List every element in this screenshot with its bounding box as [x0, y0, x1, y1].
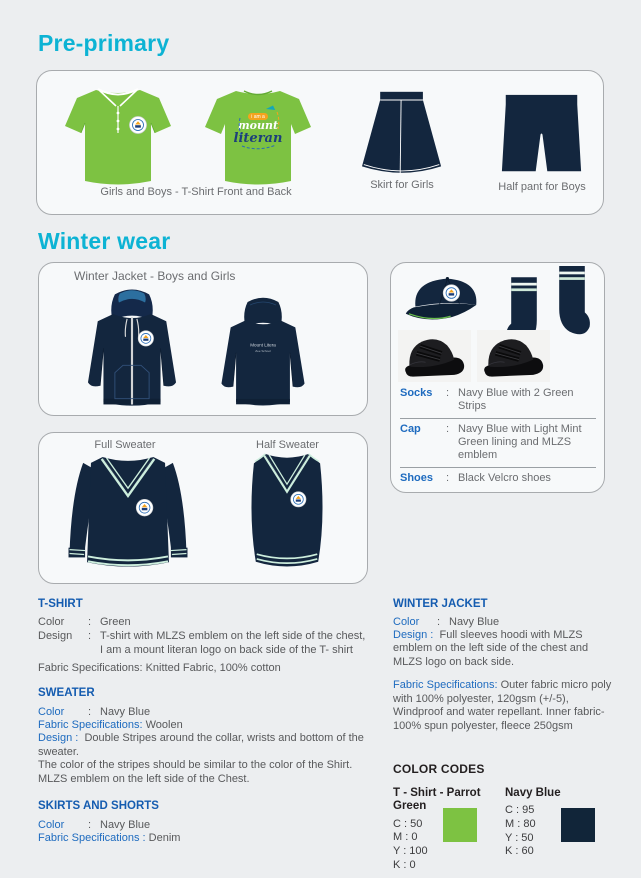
winter-jacket-label: Winter Jacket - Boys and Girls: [74, 269, 236, 283]
mlzs-badge-icon: [138, 331, 153, 346]
design-label: Design :: [38, 732, 79, 744]
svg-text:Mount Litera: Mount Litera: [250, 342, 276, 348]
accessories-table: [400, 383, 596, 490]
mlzs-badge-icon: [443, 285, 460, 302]
half-sweater-label: Half Sweater: [256, 439, 319, 451]
tshirt-spec-heading: T-SHIRT: [38, 598, 83, 610]
skirt-caption: Skirt for Girls: [370, 179, 434, 191]
design-value: Double Stripes around the collar, wrists and bottom of the sweater.: [38, 732, 364, 758]
fabric-label: Fabric Specifications :: [38, 831, 146, 844]
tshirt-caption: Girls and Boys - T-Shirt Front and Back: [100, 186, 292, 198]
cap-row-colon: :: [446, 423, 450, 435]
design-line-1: T-shirt with MLZS emblem on the left side of the chest,: [100, 629, 366, 642]
svg-text:Zee School: Zee School: [255, 349, 271, 353]
jacket-color-row: [393, 615, 617, 629]
hoodie-front-illustration: [79, 284, 185, 414]
cap-row-value: Navy Blue with Light Mint Green lining and MLZS emblem: [458, 423, 582, 461]
skirt-illustration: [352, 89, 452, 181]
cmyk-y: Y : 100: [393, 845, 428, 858]
sweater-design-line: [38, 732, 372, 759]
color-value: Navy Blue: [100, 818, 151, 831]
colon: :: [437, 615, 441, 628]
color-value: Navy Blue: [100, 705, 151, 718]
swatch-name: T - Shirt - Parrot Green: [393, 786, 481, 812]
color-label: Color: [38, 818, 65, 831]
design-label: Design: [38, 629, 73, 642]
design-line-2: I am a mount literan logo on back side of the T- shirt: [100, 643, 353, 656]
tshirt-back-illustration: [198, 85, 318, 189]
right-spec-column: [393, 598, 617, 877]
navy-blue-swatch-group: [505, 787, 617, 877]
cmyk-m: M : 80: [505, 817, 536, 830]
swatch-name: Navy Blue: [505, 786, 561, 799]
mlzs-badge-icon: [291, 492, 306, 507]
fabric-label: Fabric Specifications:: [38, 718, 143, 731]
fabric-label: Fabric Specifications:: [393, 679, 498, 691]
socks-row-colon: :: [446, 387, 450, 399]
skirts-fabric-line: [38, 832, 372, 846]
svg-text:mount: mount: [237, 119, 279, 132]
cap-illustration: [401, 271, 489, 331]
full-sweater-label: Full Sweater: [94, 439, 156, 451]
color-label: Color: [38, 705, 65, 718]
skirts-spec-heading: SKIRTS AND SHORTS: [38, 800, 159, 812]
cmyk-k: K : 0: [393, 858, 416, 871]
hoodie-back-illustration: [213, 290, 313, 414]
cmyk-m: M : 0: [393, 831, 418, 844]
shoes-row-value: Black Velcro shoes: [458, 472, 551, 484]
mlzs-badge-icon: [129, 116, 146, 133]
cmyk-k: K : 60: [505, 845, 534, 858]
jacket-design-paragraph: [393, 629, 617, 670]
tshirt-color-row: [38, 615, 372, 629]
svg-text:i am a: i am a: [251, 114, 265, 121]
sweater-note-1: The color of the stripes should be similar to the color of the Shirt.: [38, 759, 353, 771]
socks-row-value: Navy Blue with 2 Green Strips: [458, 387, 574, 412]
tshirt-fabric-line: Fabric Specifications: Knitted Fabric, 100% cotton: [38, 661, 281, 674]
table-row: [400, 418, 596, 467]
shoes-photos: [398, 330, 554, 387]
halfpant-caption: Half pant for Boys: [498, 181, 586, 193]
pre-primary-title: Pre-primary: [38, 30, 170, 56]
navy-blue-color-swatch: [561, 808, 595, 842]
shoe-left-illustration: [398, 330, 471, 382]
design-value: Full sleeves hoodi with MLZS emblem on the left side of the chest and MLZS logo on back side.: [393, 628, 589, 668]
svg-text:literan: literan: [233, 131, 283, 146]
jacket-spec-heading: WINTER JACKET: [393, 598, 488, 610]
halfpant-illustration: [493, 92, 590, 177]
cmyk-c: C : 95: [505, 804, 535, 816]
parrot-green-swatch-group: [393, 787, 505, 877]
fabric-value: Denim: [148, 831, 181, 844]
tshirt-design-row: [38, 629, 372, 657]
socks-row-label: Socks: [400, 387, 433, 399]
color-codes-heading: COLOR CODES: [393, 762, 485, 776]
shoe-right-photo: [477, 330, 550, 382]
mlzs-badge-icon: [136, 499, 153, 516]
winter-wear-title: Winter wear: [38, 228, 171, 254]
sweater-fabric-line: [38, 719, 372, 733]
colon: :: [88, 818, 92, 831]
fabric-value: Outer fabric micro poly with 100% polyester, 120gsm (+/-5), Windproof and water repellant. Inner fabric-100% spun polyester, fleece 250gsm: [393, 679, 612, 732]
color-value: Navy Blue: [449, 615, 500, 628]
sweater-spec-heading: SWEATER: [38, 687, 95, 699]
sweater-note-2: MLZS emblem on the left side of the Chest.: [38, 772, 250, 785]
fabric-value: Woolen: [145, 718, 183, 731]
half-sweater-illustration: [235, 450, 339, 577]
cmyk-c: C : 50: [393, 817, 423, 830]
skirts-color-row: [38, 818, 372, 832]
color-label: Color: [393, 615, 420, 628]
tshirt-front-illustration: [58, 83, 178, 189]
design-value: [100, 629, 365, 657]
left-spec-column: [38, 598, 372, 845]
shoe-right-illustration: [477, 330, 550, 382]
shoes-row-colon: :: [446, 472, 450, 484]
colon: :: [88, 629, 92, 642]
parrot-green-color-swatch: [443, 808, 477, 842]
cap-row-label: Cap: [400, 423, 421, 435]
shoes-row-label: Shoes: [400, 472, 434, 484]
full-sweater-illustration: [50, 453, 206, 577]
sweater-color-row: [38, 705, 372, 719]
table-row: [400, 383, 596, 418]
cmyk-y: Y : 50: [505, 831, 534, 844]
color-label: Color: [38, 615, 65, 628]
shoe-left-photo: [398, 330, 471, 382]
design-label: Design :: [393, 628, 434, 641]
jacket-fabric-paragraph: [393, 679, 617, 733]
table-row: [400, 467, 596, 490]
colon: :: [88, 705, 92, 718]
color-codes-groups: [393, 787, 617, 877]
color-value: Green: [100, 615, 131, 628]
colon: :: [88, 615, 92, 628]
